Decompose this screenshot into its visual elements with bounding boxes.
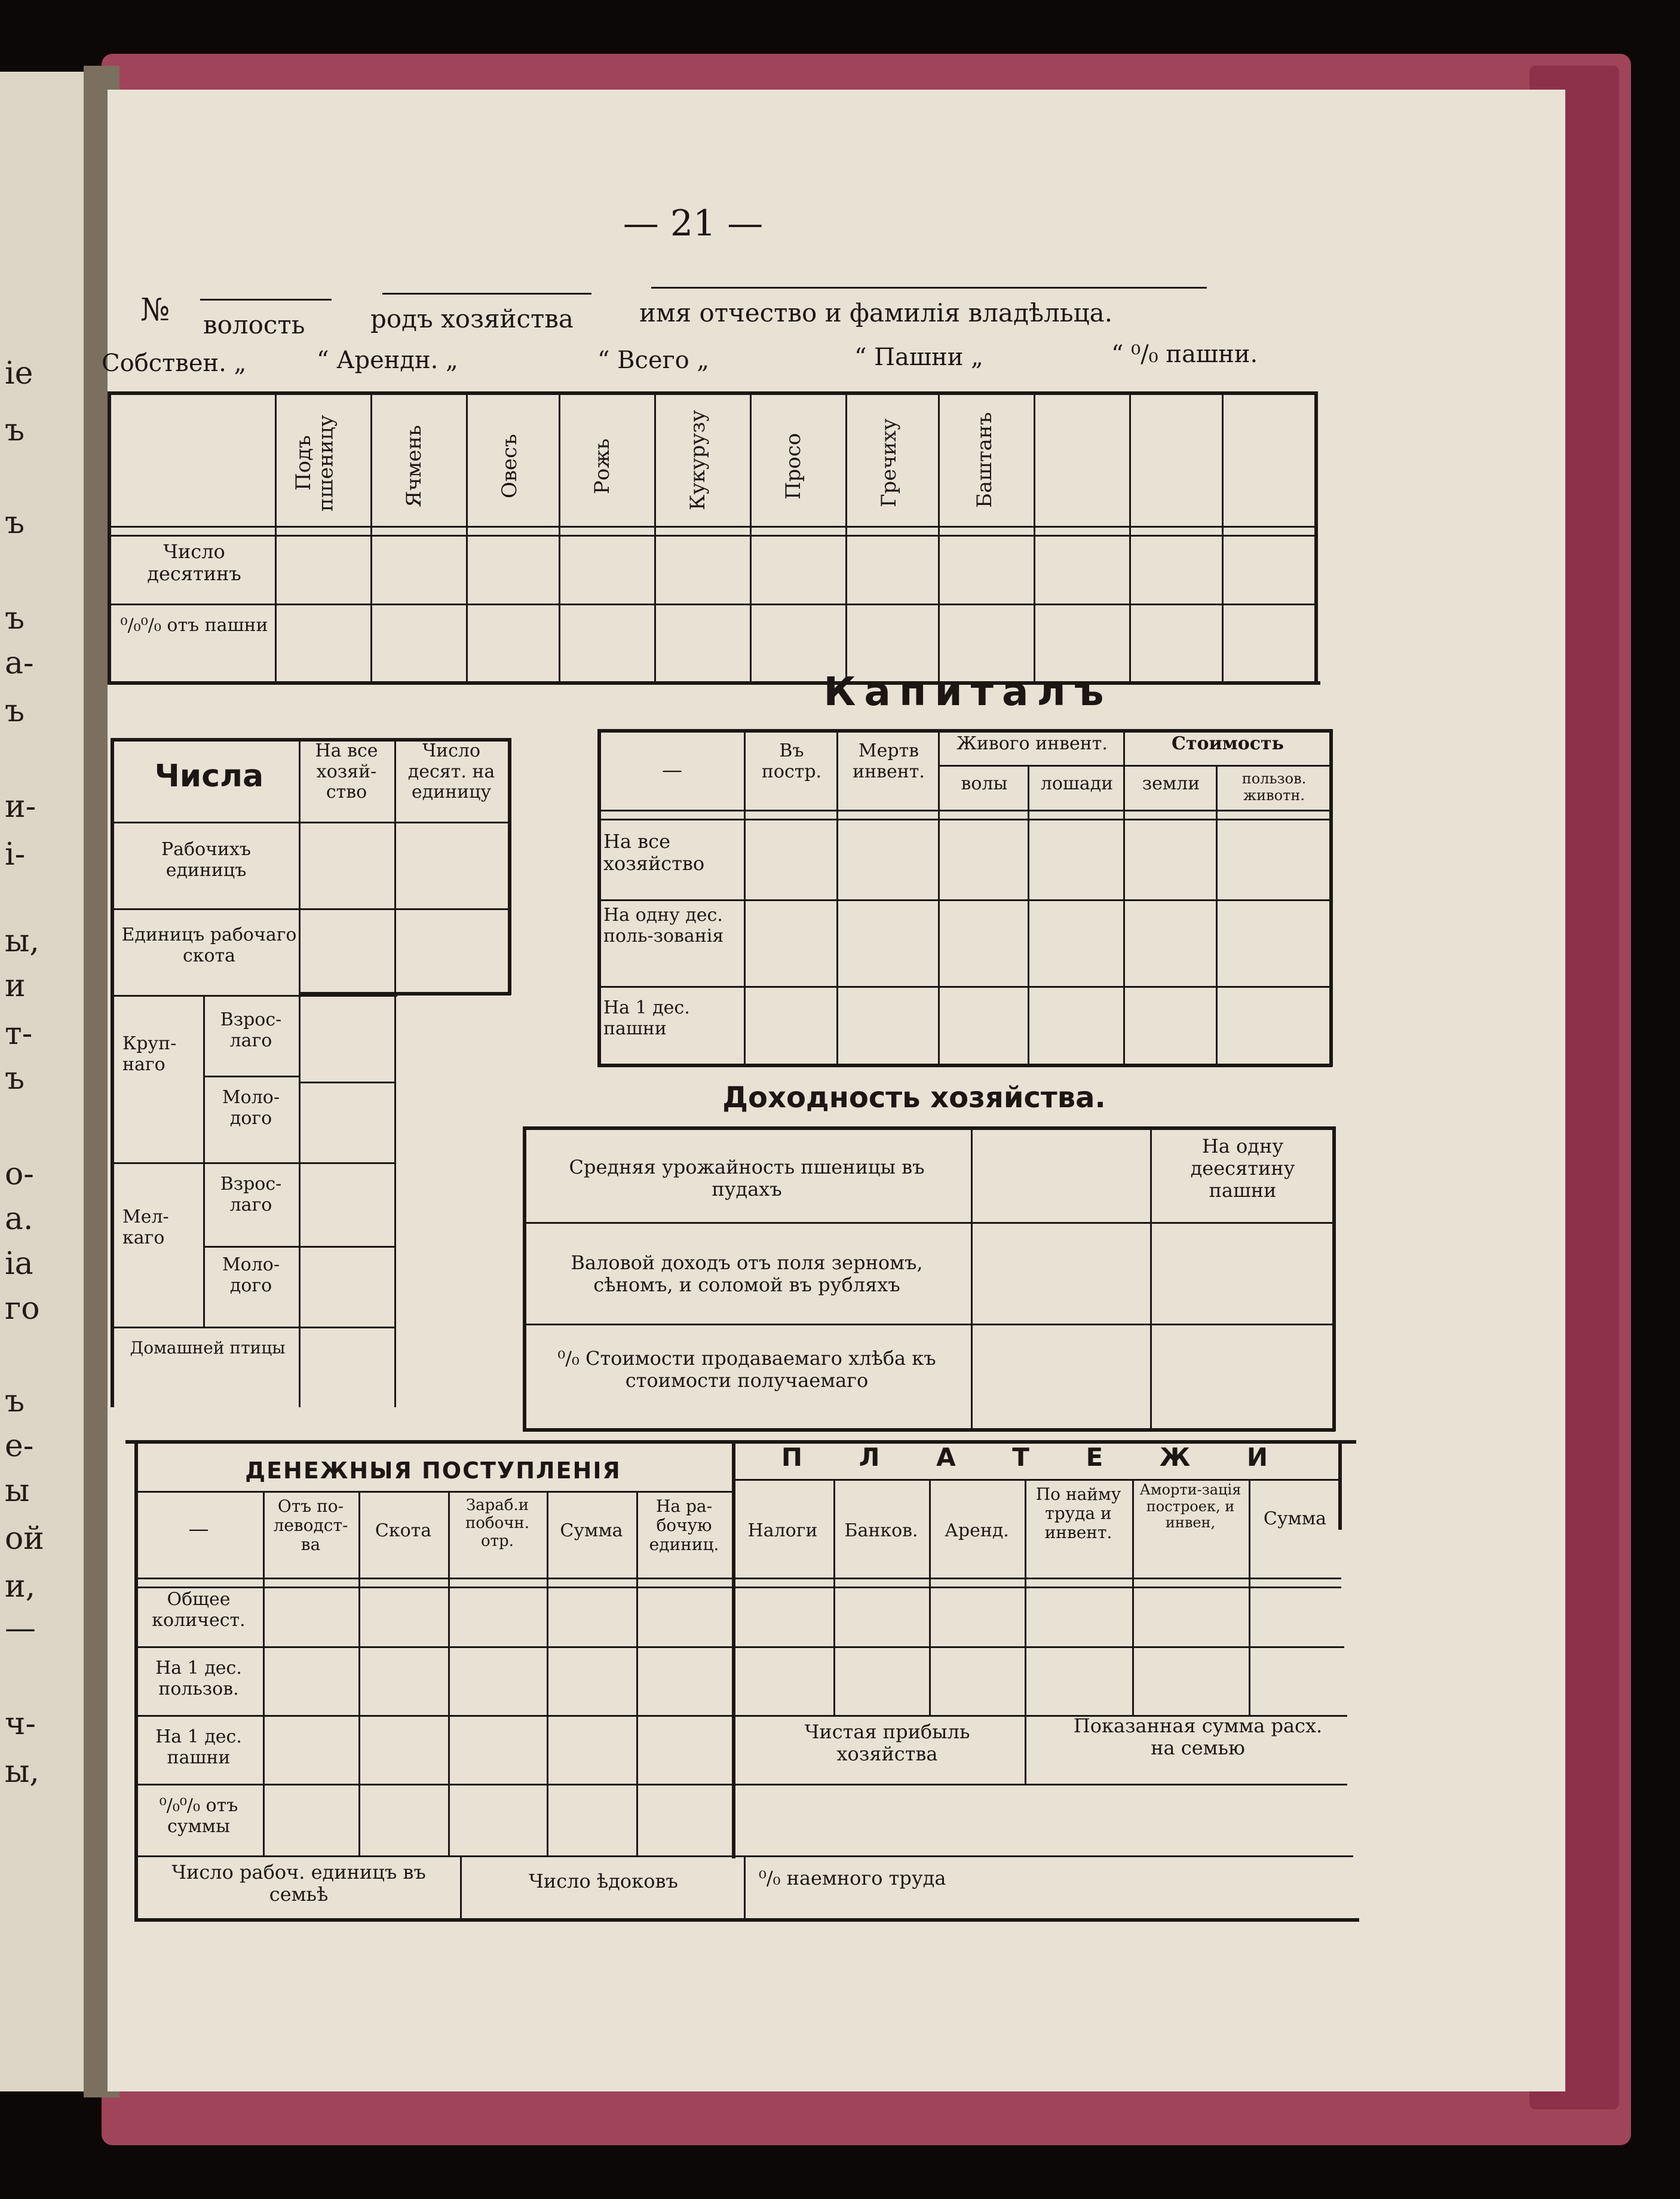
plowed-pct-label: “ ⁰/₀ пашни. [1111, 341, 1258, 368]
blank-line [382, 293, 591, 295]
chisla-col-all: На все хозяй-ство [315, 740, 378, 803]
chisla-row-label: Рабочихъ единицъ [161, 839, 252, 881]
left-fragment: и [5, 968, 26, 1004]
income-row-label: Валовой доходъ отъ поля зерномъ, сѣномъ, и соломой въ рубляхъ [571, 1251, 923, 1296]
money-col: Налоги [747, 1520, 818, 1541]
kapital-col-land: земли [1142, 773, 1200, 794]
crop-header: Подъ пшеницу [292, 415, 338, 512]
crops-row-label: Число десятинъ [147, 540, 241, 585]
net-profit-label: Чистая прибыль хозяйства [804, 1720, 970, 1765]
left-fragment: іе [5, 356, 33, 391]
kapital-dash: — [662, 758, 682, 782]
kapital-col-live-inventory: Живого инвент. [957, 733, 1108, 754]
money-col: Зараб.и побочн. отр. [465, 1496, 530, 1550]
chisla-large: Круп-наго [122, 1033, 177, 1075]
page-number: — 21 — [623, 203, 764, 244]
crop-header: Кукурузу [686, 410, 710, 510]
number-sign: № [140, 292, 170, 328]
money-row-label: Общее количест. [152, 1589, 246, 1631]
rented-land-label: “ Арендн. „ [317, 347, 458, 374]
chisla-col-per: Число десят. на единицу [407, 740, 495, 803]
kapital-col-buildings: Въ постр. [761, 740, 822, 782]
left-fragment: а- [5, 645, 34, 681]
volost-label: волость [203, 310, 305, 339]
chisla-poultry: Домашней птицы [130, 1338, 286, 1358]
kapital-row-label: На все хозяйство [603, 830, 705, 875]
money-col: На ра-бочую единиц. [649, 1496, 719, 1555]
kapital-title: Капиталъ [823, 669, 1112, 715]
chisla-title: Числа [154, 758, 264, 794]
hired-labor-label: ⁰/₀ наемного труда [759, 1867, 946, 1889]
left-fragment: ъ [5, 601, 25, 636]
farm-type-label: родъ хозяйства [370, 304, 574, 333]
money-col: По найму труда и инвент. [1035, 1484, 1121, 1543]
kapital-col-cost: Стоимость [1171, 733, 1284, 754]
kapital-row-label: На одну дес. поль-зованія [603, 905, 724, 947]
left-fragment: ъ [5, 505, 25, 541]
left-fragment: ы, [5, 1754, 39, 1790]
left-fragment: и- [5, 789, 36, 825]
income-col: На одну деесятину пашни [1190, 1135, 1295, 1202]
eaters-label: Число ѣдоковъ [529, 1870, 678, 1892]
blank-line [651, 287, 1207, 289]
left-fragment: ч- [5, 1706, 36, 1742]
owner-name-label: имя отчество и фамилія владѣльца. [639, 298, 1113, 327]
money-col: Аренд. [945, 1520, 1009, 1541]
kapital-col-dead-inventory: Мертв инвент. [853, 740, 925, 782]
left-fragment: т- [5, 1016, 33, 1052]
left-fragment: и, [5, 1569, 36, 1604]
crop-header: Гречиху [877, 418, 901, 508]
money-in-title: ДЕНЕЖНЫЯ ПОСТУПЛЕНІЯ [245, 1457, 621, 1484]
left-fragment: ъ [5, 1383, 25, 1419]
left-fragment: ъ [5, 412, 25, 448]
left-fragment: ы, [5, 923, 39, 959]
kapital-row-label: На 1 дес. пашни [603, 997, 690, 1039]
left-fragment: ы [5, 1473, 30, 1509]
left-fragment: а. [5, 1201, 33, 1237]
left-fragment: е- [5, 1428, 34, 1464]
chisla-young: Моло-дого [222, 1254, 280, 1296]
left-fragment: іа [5, 1246, 33, 1282]
income-row-label: Средняя урожайность пшеницы въ пудахъ [569, 1156, 925, 1200]
crop-header: Ячмень [402, 425, 426, 507]
left-fragment: ъ [5, 693, 25, 729]
left-fragment: і- [5, 837, 26, 872]
chisla-adult: Взрос-лаго [220, 1009, 282, 1051]
chisla-small: Мел-каго [122, 1206, 169, 1248]
money-col: Банков. [844, 1520, 918, 1541]
money-col: Скота [375, 1520, 432, 1541]
chisla-young: Моло-дого [222, 1087, 280, 1129]
total-land-label: “ Всего „ [597, 347, 710, 374]
crop-header: Баштанъ [973, 412, 997, 509]
crops-row-label: ⁰/₀⁰/₀ отъ пашни [120, 615, 268, 636]
left-fragment: — [5, 1610, 36, 1646]
income-title: Доходность хозяйства. [722, 1081, 1106, 1114]
plowed-land-label: “ Пашни „ [854, 344, 983, 371]
money-col: Аморти-зація построек, и инвен, [1139, 1481, 1241, 1532]
crop-header: Рожь [590, 438, 614, 494]
money-dash: — [188, 1517, 209, 1541]
kapital-col-horses: лошади [1040, 773, 1114, 794]
own-land-label: Собствен. „ [102, 350, 247, 377]
left-fragment: о- [5, 1156, 34, 1192]
left-fragment: ъ [5, 1061, 25, 1097]
left-fragment: ой [5, 1521, 44, 1557]
money-col: Сумма [1263, 1508, 1327, 1529]
family-expense-label: Показанная сумма расх. на семью [1073, 1714, 1323, 1759]
kapital-col-oxen: волы [961, 773, 1008, 794]
chisla-adult: Взрос-лаго [220, 1174, 282, 1215]
money-row-label: На 1 дес. пользов. [155, 1658, 242, 1699]
crop-header: Овесъ [498, 434, 522, 498]
crop-header: Просо [781, 433, 805, 500]
money-out-title: П Л А Т Е Ж И [781, 1442, 1292, 1472]
money-row-label: На 1 дес. пашни [155, 1726, 242, 1768]
money-col: Сумма [560, 1520, 623, 1541]
chisla-row-label: Единицъ рабочаго скота [121, 924, 297, 966]
money-row-label: ⁰/₀⁰/₀ отъ суммы [159, 1795, 238, 1837]
blank-line [200, 299, 332, 301]
income-row-label: ⁰/₀ Стоимости продаваемаго хлѣба къ стоимости получаемаго [557, 1347, 936, 1392]
left-fragment: го [5, 1291, 40, 1327]
money-col: Отъ по-леводст-ва [273, 1496, 348, 1555]
workers-in-family-label: Число рабоч. единицъ въ семьѣ [171, 1861, 426, 1906]
kapital-col-use-live: пользов. животн. [1241, 770, 1307, 804]
